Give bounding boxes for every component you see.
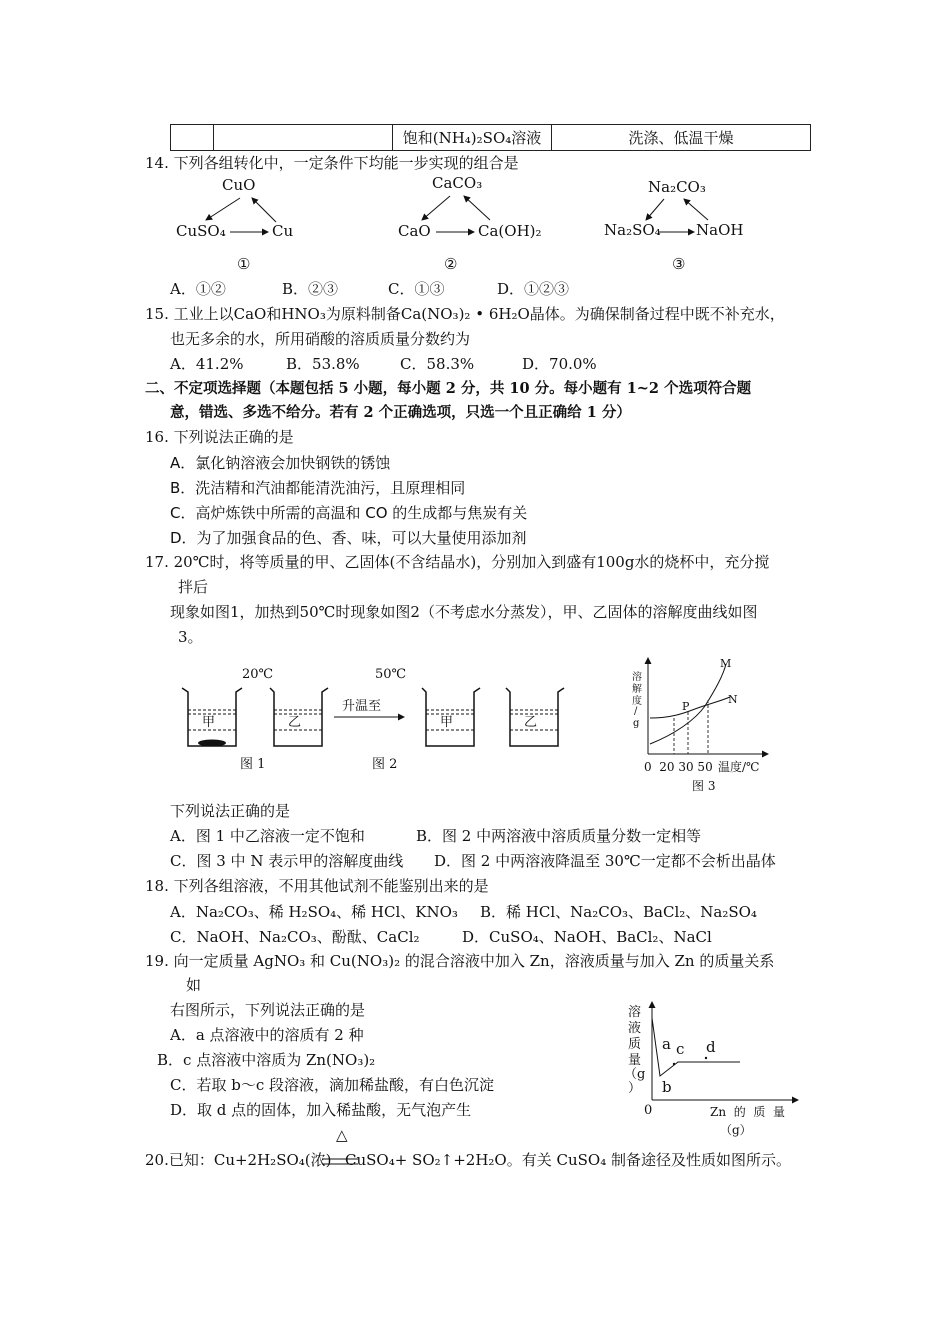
curve-m-label: M bbox=[720, 657, 732, 670]
x-ticks: 0 20 30 50 bbox=[644, 760, 713, 774]
d3-top: Na₂CO₃ bbox=[648, 178, 706, 196]
d3-arrow-top-left bbox=[646, 199, 664, 220]
svg-text:量: 量 bbox=[628, 1053, 642, 1068]
q15-option-c: C．58.3% bbox=[400, 355, 475, 373]
q19-line1: 19. 向一定质量 AgNO₃ 和 Cu(NO₃)₂ 的混合溶液中加入 Zn，溶液质量与加入 Zn 的质量关系 bbox=[145, 952, 775, 970]
diagram-2 bbox=[398, 174, 542, 273]
q17-line3: 现象如图1，加热到50℃时现象如图2（不考虑水分蒸发），甲、乙固体的溶解度曲线如图 bbox=[170, 603, 758, 621]
point-a-label: a bbox=[662, 1035, 671, 1053]
q15-option-a: A．41.2% bbox=[170, 355, 244, 373]
beaker-label-yi-2: 乙 bbox=[524, 715, 538, 730]
heat-symbol: △ bbox=[336, 1126, 348, 1144]
beaker-label-jia-2: 甲 bbox=[440, 715, 454, 730]
d2-top: CaCO₃ bbox=[432, 174, 483, 192]
q20-tail: CuSO₄+ SO₂↑+2H₂O。有关 CuSO₄ 制备途径及性质如图所示。 bbox=[345, 1151, 791, 1169]
q17-option-b: B．图 2 中两溶液中溶质质量分数一定相等 bbox=[416, 827, 702, 845]
undissolved-solid bbox=[198, 740, 226, 747]
q17-line2: 拌后 bbox=[178, 578, 209, 596]
svg-text:g: g bbox=[633, 718, 640, 729]
q16-option-b: B．洗洁精和汽油都能清洗油污，且原理相同 bbox=[170, 479, 466, 497]
d1-num: ① bbox=[237, 255, 251, 273]
svg-text:解: 解 bbox=[632, 684, 642, 695]
beaker-jia-fig1 bbox=[182, 688, 242, 747]
x-axis-unit: （g） bbox=[720, 1123, 752, 1137]
q14-conversion-diagrams bbox=[160, 172, 800, 282]
fig3-caption: 图 3 bbox=[692, 779, 716, 793]
d1-arrow-top-left bbox=[206, 198, 240, 220]
q19-option-b: B．c 点溶液中溶质为 Zn(NO₃)₂ bbox=[157, 1051, 376, 1069]
q15-line2: 也无多余的水，所用硝酸的溶质质量分数约为 bbox=[170, 330, 471, 348]
q17-figures bbox=[170, 652, 810, 797]
q14-option-b: B．②③ bbox=[282, 280, 339, 298]
d2-num: ② bbox=[444, 255, 458, 273]
q20-lead: 20.已知：Cu+2H₂SO₄(浓) bbox=[145, 1151, 332, 1169]
q17-line1: 17. 20℃时，将等质量的甲、乙固体(不含结晶水)，分别加入到盛有100g水的烧杯中，充分搅 bbox=[145, 553, 770, 571]
heat-arrow-label: 升温至 bbox=[342, 699, 382, 714]
q17-option-a: A．图 1 中乙溶液一定不饱和 bbox=[170, 827, 365, 845]
q19-line3: 右图所示，下列说法正确的是 bbox=[170, 1001, 366, 1019]
beaker-jia-fig2 bbox=[422, 688, 480, 746]
beaker-label-jia: 甲 bbox=[202, 715, 216, 730]
beaker-yi-fig1 bbox=[270, 688, 328, 746]
d1-right: Cu bbox=[272, 222, 294, 240]
curve-n bbox=[650, 697, 730, 718]
q14-option-c: C．①③ bbox=[388, 280, 445, 298]
table-row bbox=[171, 125, 811, 151]
q18-option-d: D．CuSO₄、NaOH、BaCl₂、NaCl bbox=[462, 928, 712, 946]
d1-top: CuO bbox=[222, 176, 256, 194]
solubility-chart bbox=[632, 657, 768, 793]
q16-stem: 16. 下列说法正确的是 bbox=[145, 428, 294, 446]
d3-left: Na₂SO₄ bbox=[604, 221, 661, 239]
q18-option-c: C．NaOH、Na₂CO₃、酚酞、CaCl₂ bbox=[170, 928, 420, 946]
svg-text:质: 质 bbox=[628, 1037, 642, 1052]
svg-text:溶: 溶 bbox=[632, 672, 642, 683]
svg-text:度: 度 bbox=[632, 696, 642, 707]
label-50c: 50℃ bbox=[375, 667, 407, 682]
q16-option-c: C．高炉炼铁中所需的高温和 CO 的生成都与焦炭有关 bbox=[170, 504, 528, 522]
diagram-3 bbox=[604, 178, 743, 273]
section2-line1: 二、不定项选择题（本题包括 5 小题，每小题 2 分，共 10 分。每小题有 1~2 个选项符合题 bbox=[145, 380, 752, 397]
q15-option-b: B．53.8% bbox=[286, 355, 360, 373]
point-d-label: d bbox=[706, 1038, 716, 1056]
q19-option-c: C．若取 b～c 段溶液，滴加稀盐酸，有白色沉淀 bbox=[170, 1076, 495, 1094]
point-b-label: b bbox=[662, 1078, 672, 1096]
d2-arrow-top-left bbox=[422, 196, 450, 220]
q17-option-d: D．图 2 中两溶液降温至 30℃一定都不会析出晶体 bbox=[434, 852, 776, 870]
q17-option-c: C．图 3 中 N 表示甲的溶解度曲线 bbox=[170, 852, 404, 870]
fig2-caption: 图 2 bbox=[372, 757, 398, 772]
q15-option-d: D．70.0% bbox=[522, 355, 597, 373]
y-axis-label bbox=[632, 670, 642, 729]
point-p-label: P bbox=[682, 700, 690, 713]
beaker-yi-fig2 bbox=[506, 688, 564, 746]
table-cell bbox=[171, 125, 214, 151]
q19-line2: 如 bbox=[186, 976, 202, 994]
reagent-table bbox=[170, 124, 811, 151]
label-20c: 20℃ bbox=[242, 667, 274, 682]
x-axis-label: 温度/℃ bbox=[718, 760, 760, 774]
fig1-caption: 图 1 bbox=[240, 757, 266, 772]
d2-left: CaO bbox=[398, 222, 431, 240]
q19-option-a: A．a 点溶液中的溶质有 2 种 bbox=[170, 1026, 364, 1044]
beaker-label-yi: 乙 bbox=[288, 715, 302, 730]
x-axis-label: Zn 的 质 量 bbox=[710, 1105, 785, 1119]
svg-text:）: ） bbox=[628, 1081, 642, 1096]
table-cell bbox=[214, 125, 393, 151]
point-c-label: c bbox=[676, 1040, 685, 1058]
point-d-dot bbox=[705, 1057, 707, 1059]
q14-option-d: D．①②③ bbox=[497, 280, 570, 298]
q19-mass-chart bbox=[620, 996, 820, 1141]
d1-left: CuSO₄ bbox=[176, 222, 226, 240]
origin-label: 0 bbox=[644, 1103, 653, 1118]
d3-num: ③ bbox=[672, 255, 686, 273]
y-axis-label bbox=[624, 1004, 645, 1096]
section2-line2: 意，错选、多选不给分。若有 2 个正确选项，只选一个且正确给 1 分） bbox=[170, 404, 631, 421]
d3-right: NaOH bbox=[696, 221, 744, 239]
q18-option-a: A．Na₂CO₃、稀 H₂SO₄、稀 HCl、KNO₃ bbox=[170, 903, 458, 921]
q17-line4: 3。 bbox=[178, 628, 203, 646]
diagram-1 bbox=[176, 176, 293, 273]
q14-option-a: A．①② bbox=[170, 280, 226, 298]
svg-text:溶: 溶 bbox=[628, 1005, 642, 1020]
svg-text:（g: （g bbox=[624, 1067, 646, 1082]
table-cell: 饱和(NH₄)₂SO₄溶液 bbox=[393, 125, 552, 151]
svg-text:液: 液 bbox=[628, 1021, 642, 1036]
point-c-dot bbox=[673, 1063, 675, 1065]
q18-stem: 18. 下列各组溶液，不用其他试剂不能鉴别出来的是 bbox=[145, 877, 489, 895]
d3-arrow-right-top bbox=[684, 199, 708, 220]
q18-option-b: B．稀 HCl、Na₂CO₃、BaCl₂、Na₂SO₄ bbox=[480, 903, 757, 921]
q19-option-d: D．取 d 点的固体，加入稀盐酸，无气泡产生 bbox=[170, 1101, 472, 1119]
d1-arrow-right-top bbox=[252, 198, 276, 222]
d2-arrow-right-top bbox=[464, 196, 490, 220]
q16-option-a: A．氯化钠溶液会加快钢铁的锈蚀 bbox=[170, 454, 391, 472]
q16-option-d: D．为了加强食品的色、香、味，可以大量使用添加剂 bbox=[170, 529, 527, 547]
q15-line1: 15. 工业上以CaO和HNO₃为原料制备Ca(NO₃)₂ • 6H₂O晶体。为确保制备过程中既不补充水， bbox=[145, 305, 785, 323]
q17-prompt: 下列说法正确的是 bbox=[170, 802, 291, 820]
q14-stem: 14. 下列各组转化中，一定条件下均能一步实现的组合是 bbox=[145, 154, 519, 172]
curve-n-label: N bbox=[728, 693, 738, 706]
table-cell: 洗涤、低温干燥 bbox=[552, 125, 811, 151]
svg-text:/: / bbox=[634, 706, 638, 717]
d2-right: Ca(OH)₂ bbox=[478, 222, 542, 240]
